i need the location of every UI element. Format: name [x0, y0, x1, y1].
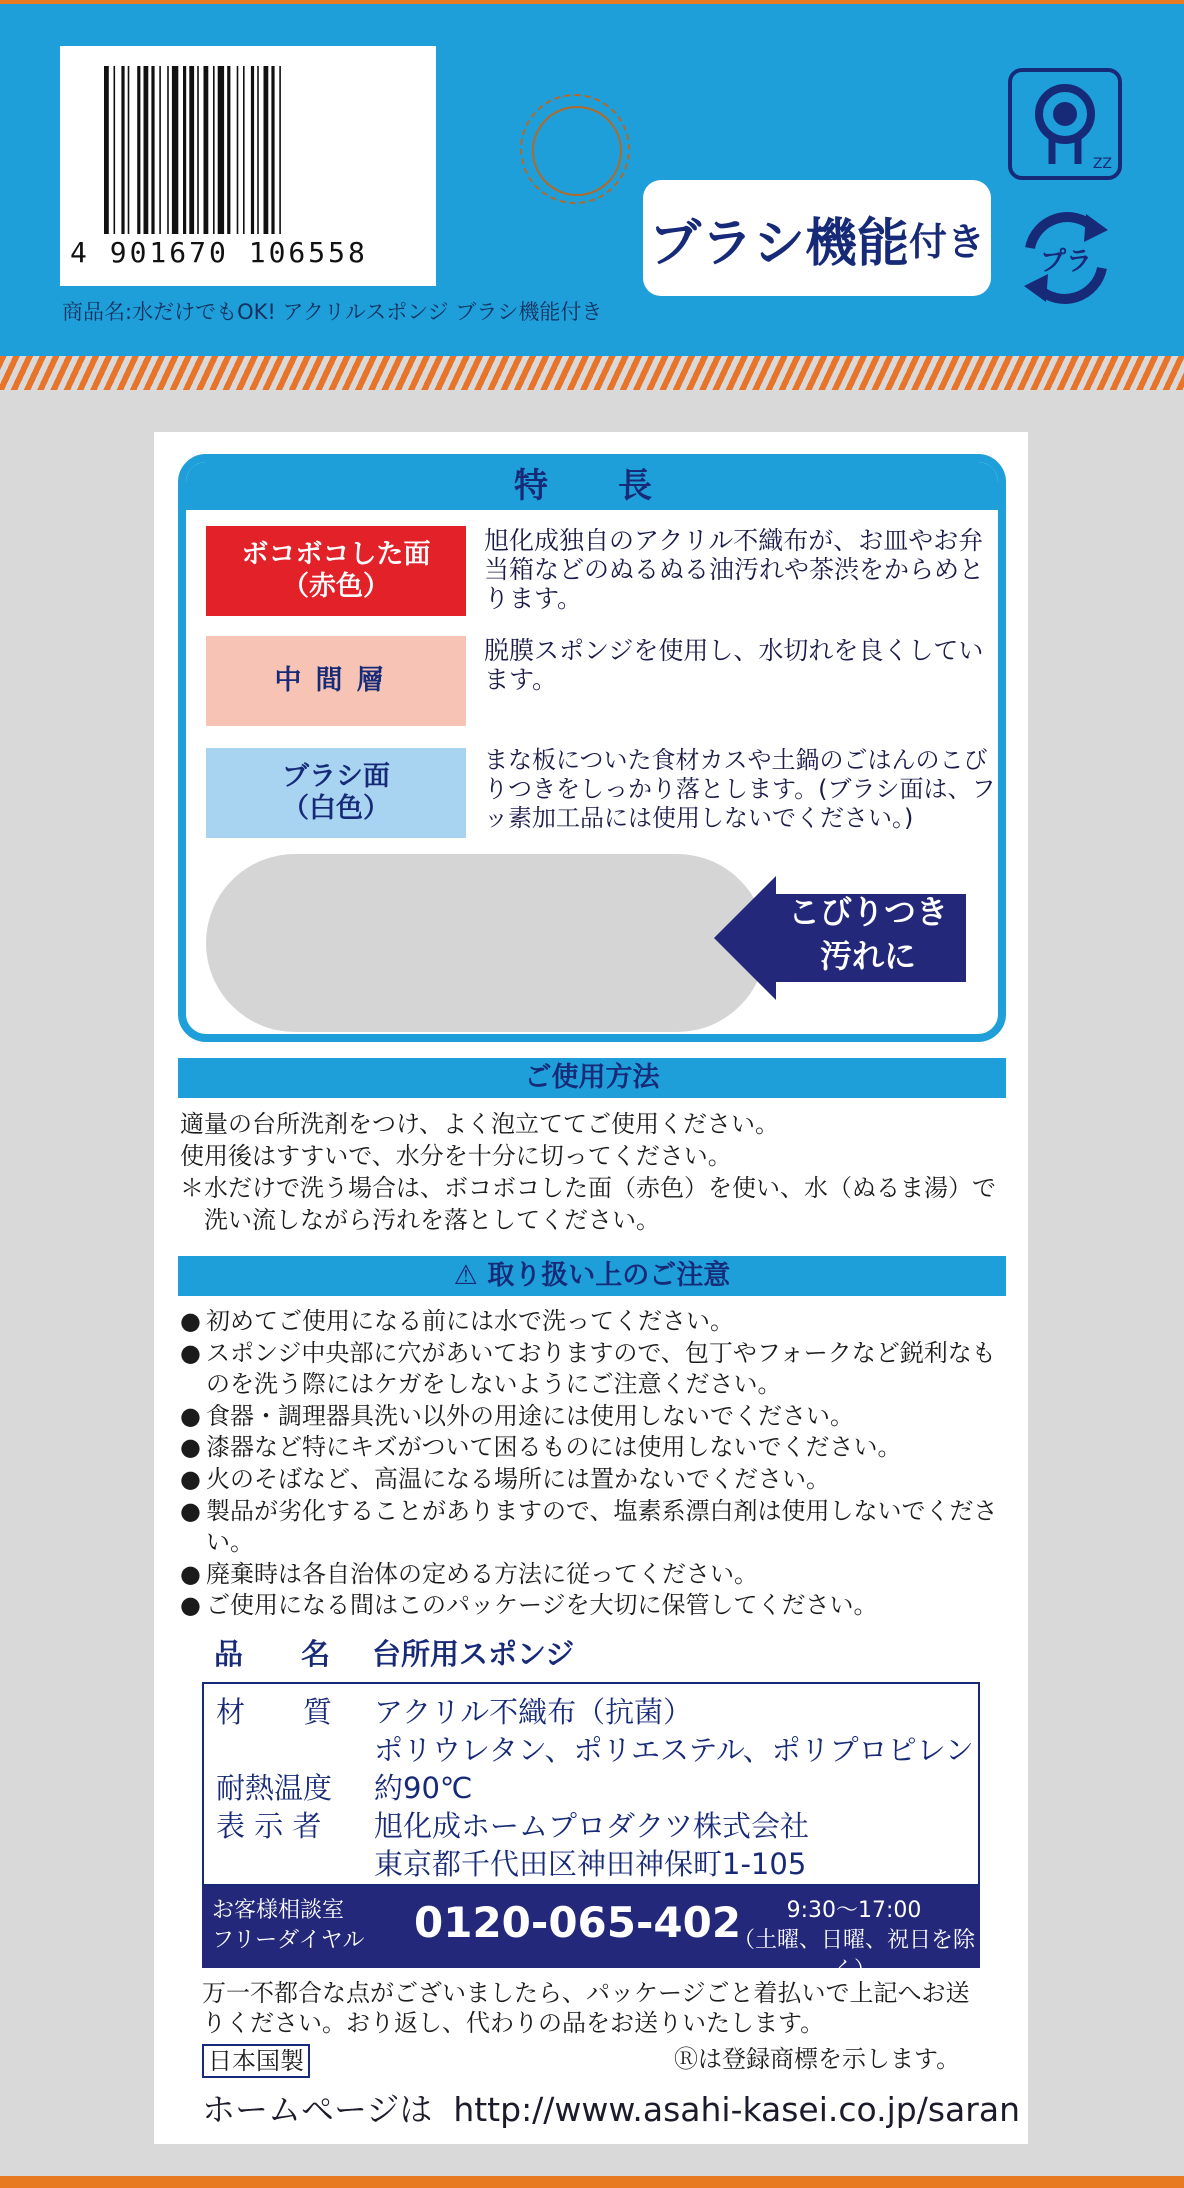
usage-line: ＊水だけで洗う場合は、ボコボコした面（赤色）を使い、水（ぬるま湯）で [180, 1174, 996, 1202]
barcode-bar [104, 66, 109, 234]
barcode-bar [128, 66, 130, 234]
label-bumpy-side: ボコボコした面 （赤色） [206, 526, 466, 616]
spec-item-name [214, 1632, 574, 1673]
desc-bumpy-side: 旭化成独自のアクリル不織布が、お皿やお弁当箱などのぬるぬる油汚れや茶渋をからめとります。 [484, 526, 985, 613]
label-brush-side: ブラシ面 （白色） [206, 748, 466, 838]
list-item: ● 廃棄時は各自治体の定める方法に従ってください。 [180, 1559, 758, 1588]
barcode-bar [227, 66, 230, 234]
barcode [60, 46, 436, 286]
hanger-hole [520, 94, 630, 204]
spec-row-heat: 耐熱温度 約90℃ [216, 1771, 473, 1805]
desc-middle-layer: 脱膜スポンジを使用し、水切れを良くしています。 [484, 636, 984, 694]
brush-function-badge [643, 180, 991, 296]
homepage [202, 2084, 1020, 2131]
zz-mark-icon [1008, 68, 1122, 180]
info-card [154, 432, 1028, 2144]
list-item: ● ご使用になる間はこのパッケージを大切に保管してください。 [180, 1591, 878, 1620]
barcode-bars [100, 66, 392, 234]
barcode-bar [144, 66, 149, 234]
usage-line: 洗い流しながら汚れを落としてください。 [180, 1206, 660, 1234]
business-hours: 9:30〜17:00 （土曜、日曜、祝日を除く） [732, 1898, 975, 1983]
desc-brush-side: まな板についた食材カスや土鍋のごはんのこびりつきをしっかり落とします。(ブラシ面は、フッ素加工品には使用しないでください。) [484, 746, 996, 832]
spec-table [202, 1682, 980, 1886]
barcode-bar [167, 66, 169, 234]
barcode-bar [189, 66, 194, 234]
barcode-bar [172, 66, 178, 234]
caution-title-bar [178, 1256, 1006, 1296]
product-name: 商品名:水だけでもOK! アクリルスポンジ ブラシ機能付き [62, 300, 603, 324]
spec-value: 台所用スポンジ [372, 1637, 575, 1671]
spec-row-material-2: ポリウレタン、ポリエステル、ポリプロピレン [374, 1733, 974, 1767]
usage-title: ご使用方法 [178, 1058, 1006, 1098]
barcode-bar [279, 66, 281, 234]
sponge-photo [206, 854, 766, 1032]
list-item: ● 漆器など特にキズがついて困るものには使用しないでください。 [180, 1433, 902, 1462]
homepage-link[interactable]: http://www.asahi-kasei.co.jp/saran [453, 2090, 1020, 2129]
barcode-bar [218, 66, 224, 234]
spec-row-address: 東京都千代田区神田神保町1-105 [374, 1847, 807, 1881]
orange-stripe [0, 356, 1184, 390]
arrow-text-line1: こびりつき [787, 893, 948, 931]
bottom-stripe [0, 2176, 1184, 2188]
barcode-bar [121, 66, 124, 234]
homepage-label: ホームページは [202, 2090, 433, 2129]
list-item: ● 初めてご使用になる前には水で洗ってください。 [180, 1307, 734, 1335]
barcode-bar [183, 66, 186, 234]
barcode-bar [213, 66, 215, 234]
features-title: 特 長 [186, 462, 998, 510]
usage-line: 使用後はすすいで、水分を十分に切ってください。 [180, 1142, 732, 1170]
pla-recycle-icon [1016, 212, 1116, 304]
contact-label: お客様相談室 フリーダイヤル [212, 1898, 365, 1953]
barcode-bar [243, 66, 245, 234]
made-in-japan: 日本国製 [202, 2044, 310, 2078]
list-item: ● スポンジ中央部に穴があいておりますので、包丁やフォークなど鋭利なものを洗う際にはケガをしないようにご注意ください。 [180, 1338, 996, 1399]
zz-label: ZZ [1092, 156, 1112, 172]
usage-text [180, 1108, 1010, 1236]
contact-bar [202, 1886, 980, 1983]
badge-main: ブラシ機能 [648, 213, 909, 274]
spec-row-material: 材 質 アクリル不織布（抗菌） [216, 1695, 693, 1729]
list-item: ● 製品が劣化することがありますので、塩素系漂白剤は使用しないでください。 [180, 1496, 998, 1557]
barcode-bar [271, 66, 274, 234]
barcode-bar [204, 66, 209, 234]
phone-number[interactable]: 0120-065-402 [414, 1898, 742, 1947]
caution-title: 取り扱い上のご注意 [487, 1260, 731, 1291]
barcode-bar [264, 66, 269, 234]
arrow-text [778, 890, 958, 978]
warning-icon: ⚠ [453, 1260, 478, 1291]
barcode-bar [137, 66, 140, 234]
header-band [0, 0, 1184, 356]
pla-label: プラ [1039, 247, 1093, 277]
barcode-bar [151, 66, 154, 234]
usage-line: 適量の台所洗剤をつけ、よく泡立ててご使用ください。 [180, 1110, 780, 1138]
barcode-bar [197, 66, 199, 234]
barcode-bar [237, 66, 239, 234]
barcode-bar [159, 66, 161, 234]
features-panel [178, 454, 1006, 1042]
label-middle-layer: 中間層 [206, 636, 466, 726]
barcode-number: 4 901670 106558 [70, 236, 368, 269]
barcode-bar [251, 66, 254, 234]
caution-list [180, 1306, 1010, 1622]
return-note: 万一不都合な点がございましたら、パッケージごと着払いで上記へお送りください。おり返し、代わりの品をお送りいたします。 [202, 1979, 970, 2037]
barcode-bar [114, 66, 116, 234]
barcode-bar [257, 66, 259, 234]
list-item: ● 火のそばなど、高温になる場所には置かないでください。 [180, 1464, 830, 1493]
list-item: ● 食器・調理器具洗い以外の用途には使用しないでください。 [180, 1401, 854, 1430]
trademark-note: Ⓡは登録商標を示します。 [674, 2045, 961, 2073]
arrow-text-line2: 汚れに [819, 937, 916, 975]
spec-key: 品 名 [214, 1637, 331, 1671]
badge-small: 付き [909, 219, 986, 264]
spec-row-maker: 表 示 者 旭化成ホームプロダクツ株式会社 [216, 1809, 810, 1843]
